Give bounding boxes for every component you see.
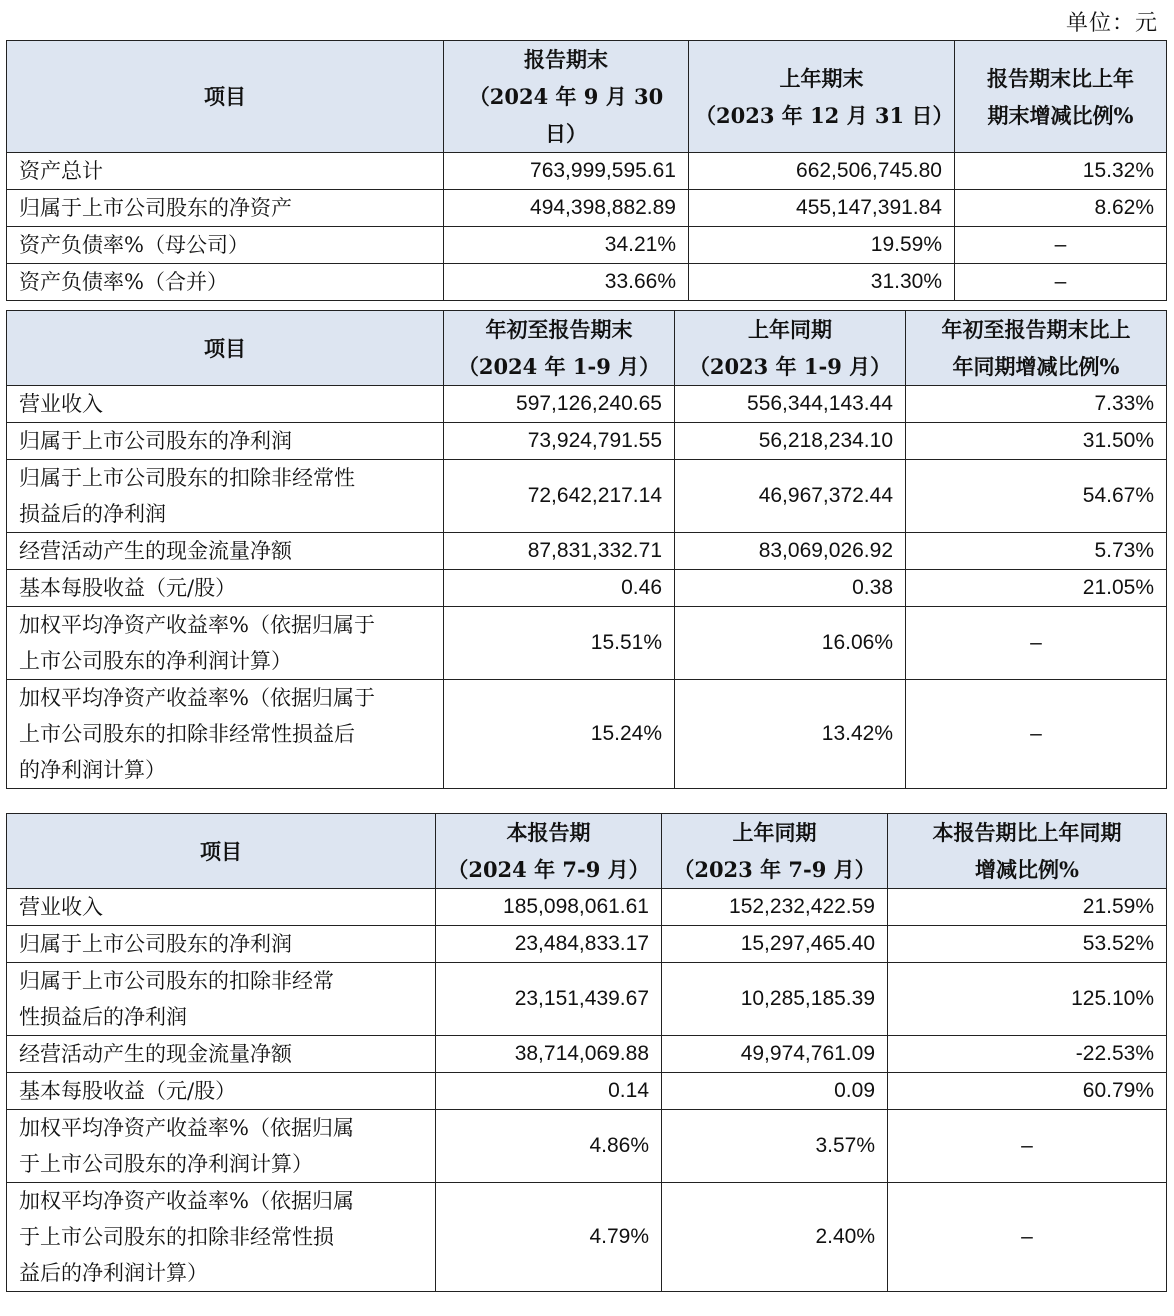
table-row xyxy=(7,190,1167,227)
row-label: 经营活动产生的现金流量净额 xyxy=(7,533,444,570)
header-item: 项目 xyxy=(7,311,444,386)
cell-value: 15.24% xyxy=(444,680,675,789)
row-label: 归属于上市公司股东的净资产 xyxy=(7,190,444,227)
cell-value: 8.62% xyxy=(955,190,1167,227)
cell-value: 5.73% xyxy=(906,533,1167,570)
table-row xyxy=(7,460,1167,533)
row-label: 基本每股收益（元/股） xyxy=(7,1073,436,1110)
cell-value: 83,069,026.92 xyxy=(675,533,906,570)
table-row xyxy=(7,533,1167,570)
header-item: 项目 xyxy=(7,41,444,153)
cell-value: 13.42% xyxy=(675,680,906,789)
cell-value: 34.21% xyxy=(444,227,689,264)
cell-value: 23,151,439.67 xyxy=(436,963,662,1036)
cell-value: 53.52% xyxy=(888,926,1167,963)
header-col2: 上年同期 （2023 年 1-9 月） xyxy=(675,311,906,386)
balance-sheet-table xyxy=(6,40,1167,301)
cell-value: 38,714,069.88 xyxy=(436,1036,662,1073)
cell-value: – xyxy=(888,1110,1167,1183)
cell-value: 46,967,372.44 xyxy=(675,460,906,533)
cell-value: 72,642,217.14 xyxy=(444,460,675,533)
table-row xyxy=(7,227,1167,264)
table-row xyxy=(7,607,1167,680)
header-col2: 上年同期 （2023 年 7-9 月） xyxy=(662,814,888,889)
ytd-income-table xyxy=(6,310,1167,789)
table-row xyxy=(7,680,1167,789)
cell-value: 15.32% xyxy=(955,153,1167,190)
row-label: 归属于上市公司股东的扣除非经常性 损益后的净利润 xyxy=(7,460,444,533)
cell-value: 10,285,185.39 xyxy=(662,963,888,1036)
row-label: 资产负债率%（合并） xyxy=(7,264,444,301)
cell-value: 3.57% xyxy=(662,1110,888,1183)
header-col1: 报告期末 （2024 年 9 月 30 日） xyxy=(444,41,689,153)
table-row xyxy=(7,264,1167,301)
table-row xyxy=(7,889,1167,926)
cell-value: 21.59% xyxy=(888,889,1167,926)
cell-value: 2.40% xyxy=(662,1183,888,1292)
table-row xyxy=(7,963,1167,1036)
table-row xyxy=(7,1110,1167,1183)
row-label: 加权平均净资产收益率%（依据归属于 上市公司股东的扣除非经常性损益后 的净利润计算） xyxy=(7,680,444,789)
unit-label: 单位：元 xyxy=(1065,11,1158,36)
header-col2: 上年期末 （2023 年 12 月 31 日） xyxy=(689,41,955,153)
cell-value: 763,999,595.61 xyxy=(444,153,689,190)
cell-value: 60.79% xyxy=(888,1073,1167,1110)
row-label: 资产负债率%（母公司） xyxy=(7,227,444,264)
cell-value: -22.53% xyxy=(888,1036,1167,1073)
cell-value: 54.67% xyxy=(906,460,1167,533)
cell-value: 556,344,143.44 xyxy=(675,386,906,423)
row-label: 加权平均净资产收益率%（依据归属于 上市公司股东的净利润计算） xyxy=(7,607,444,680)
table-header-row xyxy=(7,41,1167,153)
row-label: 归属于上市公司股东的净利润 xyxy=(7,926,436,963)
cell-value: 597,126,240.65 xyxy=(444,386,675,423)
cell-value: 23,484,833.17 xyxy=(436,926,662,963)
table-header-row xyxy=(7,311,1167,386)
header-col1: 本报告期 （2024 年 7-9 月） xyxy=(436,814,662,889)
table-row xyxy=(7,570,1167,607)
cell-value: 73,924,791.55 xyxy=(444,423,675,460)
cell-value: 152,232,422.59 xyxy=(662,889,888,926)
cell-value: 4.79% xyxy=(436,1183,662,1292)
table-row xyxy=(7,926,1167,963)
cell-value: 125.10% xyxy=(888,963,1167,1036)
cell-value: 16.06% xyxy=(675,607,906,680)
table-row xyxy=(7,386,1167,423)
header-item: 项目 xyxy=(7,814,436,889)
header-col1: 年初至报告期末 （2024 年 1-9 月） xyxy=(444,311,675,386)
table-row xyxy=(7,1036,1167,1073)
row-label: 资产总计 xyxy=(7,153,444,190)
table-header-row xyxy=(7,814,1167,889)
cell-value: 15,297,465.40 xyxy=(662,926,888,963)
row-label: 营业收入 xyxy=(7,889,436,926)
cell-value: – xyxy=(888,1183,1167,1292)
row-label: 基本每股收益（元/股） xyxy=(7,570,444,607)
header-col3: 本报告期比上年同期 增减比例% xyxy=(888,814,1167,889)
cell-value: 494,398,882.89 xyxy=(444,190,689,227)
cell-value: 7.33% xyxy=(906,386,1167,423)
row-label: 加权平均净资产收益率%（依据归属 于上市公司股东的扣除非经常性损 益后的净利润计算） xyxy=(7,1183,436,1292)
cell-value: – xyxy=(906,607,1167,680)
cell-value: 21.05% xyxy=(906,570,1167,607)
cell-value: – xyxy=(955,227,1167,264)
cell-value: 4.86% xyxy=(436,1110,662,1183)
header-col3: 年初至报告期末比上 年同期增减比例% xyxy=(906,311,1167,386)
cell-value: 455,147,391.84 xyxy=(689,190,955,227)
table-row xyxy=(7,1183,1167,1292)
row-label: 营业收入 xyxy=(7,386,444,423)
quarter-income-table xyxy=(6,813,1167,1292)
cell-value: 31.30% xyxy=(689,264,955,301)
cell-value: – xyxy=(955,264,1167,301)
header-col3: 报告期末比上年 期末增减比例% xyxy=(955,41,1167,153)
cell-value: 19.59% xyxy=(689,227,955,264)
cell-value: 0.14 xyxy=(436,1073,662,1110)
cell-value: 31.50% xyxy=(906,423,1167,460)
cell-value: – xyxy=(906,680,1167,789)
cell-value: 0.09 xyxy=(662,1073,888,1110)
cell-value: 662,506,745.80 xyxy=(689,153,955,190)
cell-value: 49,974,761.09 xyxy=(662,1036,888,1073)
cell-value: 33.66% xyxy=(444,264,689,301)
cell-value: 0.38 xyxy=(675,570,906,607)
cell-value: 87,831,332.71 xyxy=(444,533,675,570)
cell-value: 185,098,061.61 xyxy=(436,889,662,926)
table-row xyxy=(7,153,1167,190)
row-label: 经营活动产生的现金流量净额 xyxy=(7,1036,436,1073)
cell-value: 56,218,234.10 xyxy=(675,423,906,460)
cell-value: 0.46 xyxy=(444,570,675,607)
table-row xyxy=(7,423,1167,460)
cell-value: 15.51% xyxy=(444,607,675,680)
row-label: 归属于上市公司股东的扣除非经常 性损益后的净利润 xyxy=(7,963,436,1036)
table-row xyxy=(7,1073,1167,1110)
row-label: 加权平均净资产收益率%（依据归属 于上市公司股东的净利润计算） xyxy=(7,1110,436,1183)
row-label: 归属于上市公司股东的净利润 xyxy=(7,423,444,460)
